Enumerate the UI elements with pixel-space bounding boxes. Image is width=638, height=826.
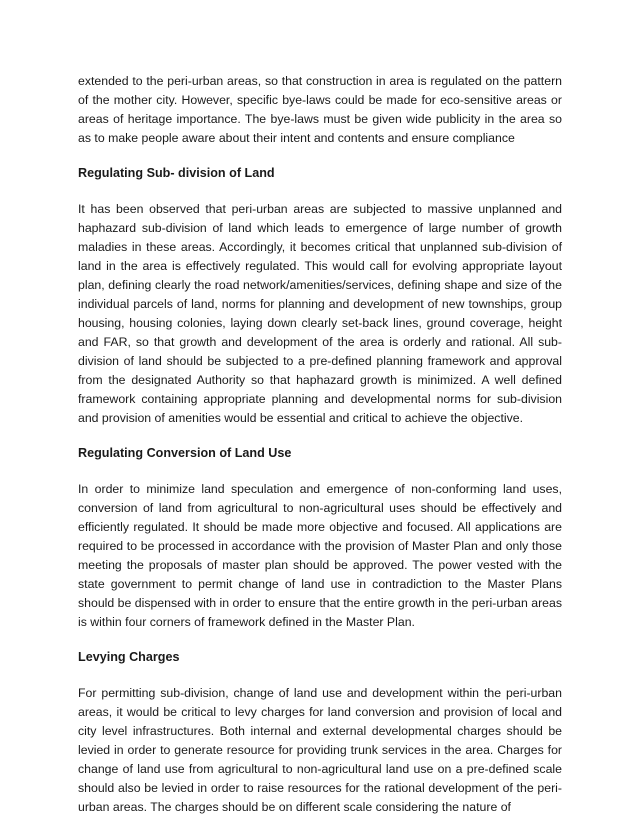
section-body-charges: For permitting sub-division, change of land use and development within the peri-urban areas, it would be critical to levy charges for land conversion and provision of local and city level infrastructures. Both internal and external developmental charges should be levied in order to generate resource for providing trunk services in the area. Charges for change of land use from agricultural to non-agricultural land use on a pre-defined scale should also be levied in order to raise resources for the rational development of the peri-urban areas. The charges should be on different scale considering the nature of (78, 686, 562, 814)
document-page (78, 72, 562, 817)
section-heading-conversion: Regulating Conversion of Land Use (78, 446, 292, 460)
section-body-conversion: In order to minimize land speculation and emergence of non-conforming land uses, conversion of land from agricultural to non-agricultural uses should be effectively and efficiently regulated. It should be made more objective and focused. All applications are required to be processed in accordance with the provision of Master Plan and only those meeting the proposals of master plan should be approved. The power vested with the state government to permit change of land use in contradiction to the Master Plans should be dispensed with in order to ensure that the entire growth in the peri-urban areas is within four corners of framework defined in the Master Plan. (78, 482, 562, 629)
intro-paragraph: extended to the peri-urban areas, so that construction in area is regulated on the pattern of the mother city. However, specific bye-laws could be made for eco-sensitive areas or areas of heritage importance. The bye-laws must be given wide publicity in the area so as to make people aware about their intent and contents and ensure compliance (78, 74, 562, 145)
section-body-subdivision: It has been observed that peri-urban areas are subjected to massive unplanned and haphazard sub-division of land which leads to emergence of large number of growth maladies in these areas. Accordingly, it becomes critical that unplanned sub-division of land in the area is effectively regulated. This would call for evolving appropriate layout plan, defining clearly the road network/amenities/services, defining shape and size of the individual parcels of land, norms for planning and development of new townships, group housing, housing colonies, laying down clearly set-back lines, ground coverage, height and FAR, so that growth and development of the area is orderly and rational. All sub-division of land should be subjected to a pre-defined planning framework and approval from the designated Authority so that haphazard growth is minimized. A well defined framework containing appropriate planning and developmental norms for sub-division and provision of amenities would be essential and critical to achieve the objective. (78, 202, 562, 425)
section-heading-subdivision: Regulating Sub- division of Land (78, 166, 275, 180)
section-heading-charges: Levying Charges (78, 650, 180, 664)
